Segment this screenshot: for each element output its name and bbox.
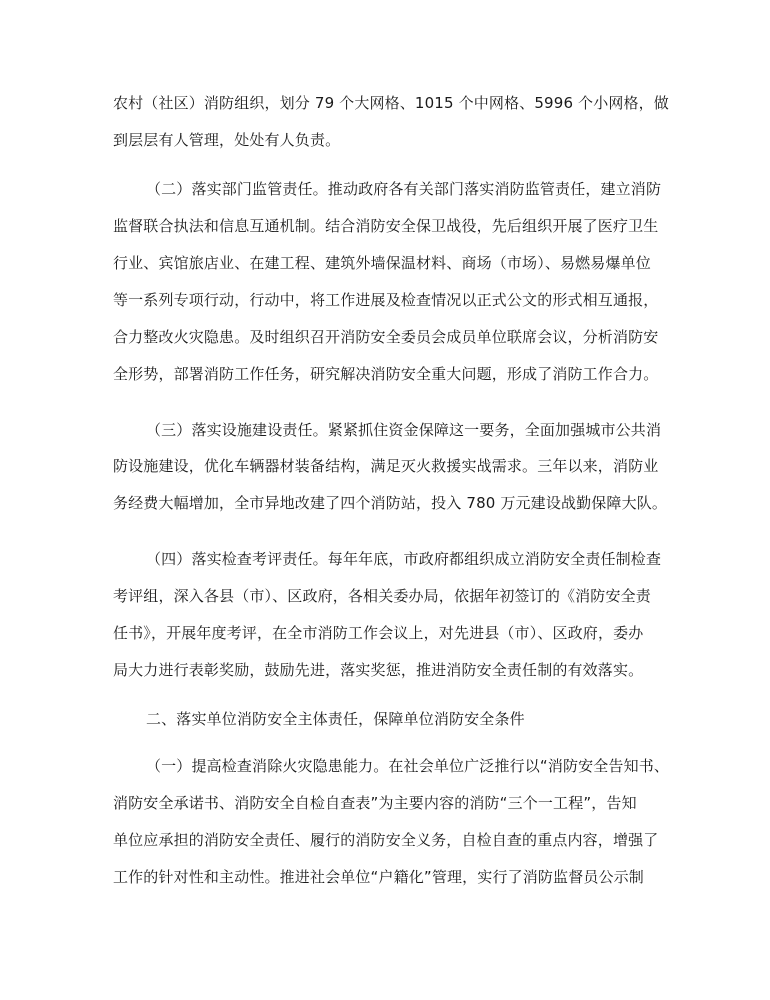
text-line: 防设施建设，优化车辆器材装备结构，满足灭火救援实战需求。三年以来，消防业 [113, 457, 659, 475]
text-line: 消防安全承诺书、消防安全自检自查表”为主要内容的消防“三个一工程”，告知 [113, 794, 637, 812]
text-line: 全形势，部署消防工作任务，研究解决消防安全重大问题，形成了消防工作合力。 [113, 365, 659, 383]
text-line: 局大力进行表彰奖励，鼓励先进，落实奖惩，推进消防安全责任制的有效落实。 [113, 661, 644, 679]
text-line: 单位应承担的消防安全责任、履行的消防安全义务，自检自查的重点内容，增强了 [113, 831, 659, 849]
text-line: 农村（社区）消防组织，划分 79 个大网格、1015 个中网格、5996 个小网格，做 [113, 94, 669, 112]
section-heading: 二、落实单位消防安全主体责任，保障单位消防安全条件 [146, 710, 525, 728]
paragraph-heading-line: （二）落实部门监管责任。推动政府各有关部门落实消防监管责任，建立消防 [146, 180, 662, 198]
text-line: 任书》，开展年度考评，在全市消防工作会议上，对先进县（市）、区政府，委办 [113, 624, 644, 642]
text-line: 务经费大幅增加，全市异地改建了四个消防站，投入 780 万元建设战勤保障大队。 [113, 494, 668, 512]
text-line: 到层层有人管理，处处有人负责。 [113, 131, 341, 149]
text-line: 行业、宾馆旅店业、在建工程、建筑外墙保温材料、商场（市场）、易燃易爆单位 [113, 254, 651, 272]
paragraph-heading-line: （一）提高检查消除火灾隐患能力。在社会单位广泛推行以“消防安全告知书、 [146, 757, 670, 775]
paragraph-heading-line: （三）落实设施建设责任。紧紧抓住资金保障这一要务，全面加强城市公共消 [146, 421, 662, 439]
text-line: 合力整改火灾隐患。及时组织召开消防安全委员会成员单位联席会议，分析消防安 [113, 328, 659, 346]
text-line: 等一系列专项行动，行动中，将工作进展及检查情况以正式公文的形式相互通报， [113, 291, 659, 309]
text-line: 工作的针对性和主动性。推进社会单位“户籍化”管理，实行了消防监督员公示制 [113, 868, 644, 886]
text-line: 考评组，深入各县（市）、区政府，各相关委办局，依据年初签订的《消防安全责 [113, 587, 651, 605]
paragraph-heading-line: （四）落实检查考评责任。每年年底，市政府都组织成立消防安全责任制检查 [146, 550, 662, 568]
text-line: 监督联合执法和信息互通机制。结合消防安全保卫战役，先后组织开展了医疗卫生 [113, 217, 659, 235]
